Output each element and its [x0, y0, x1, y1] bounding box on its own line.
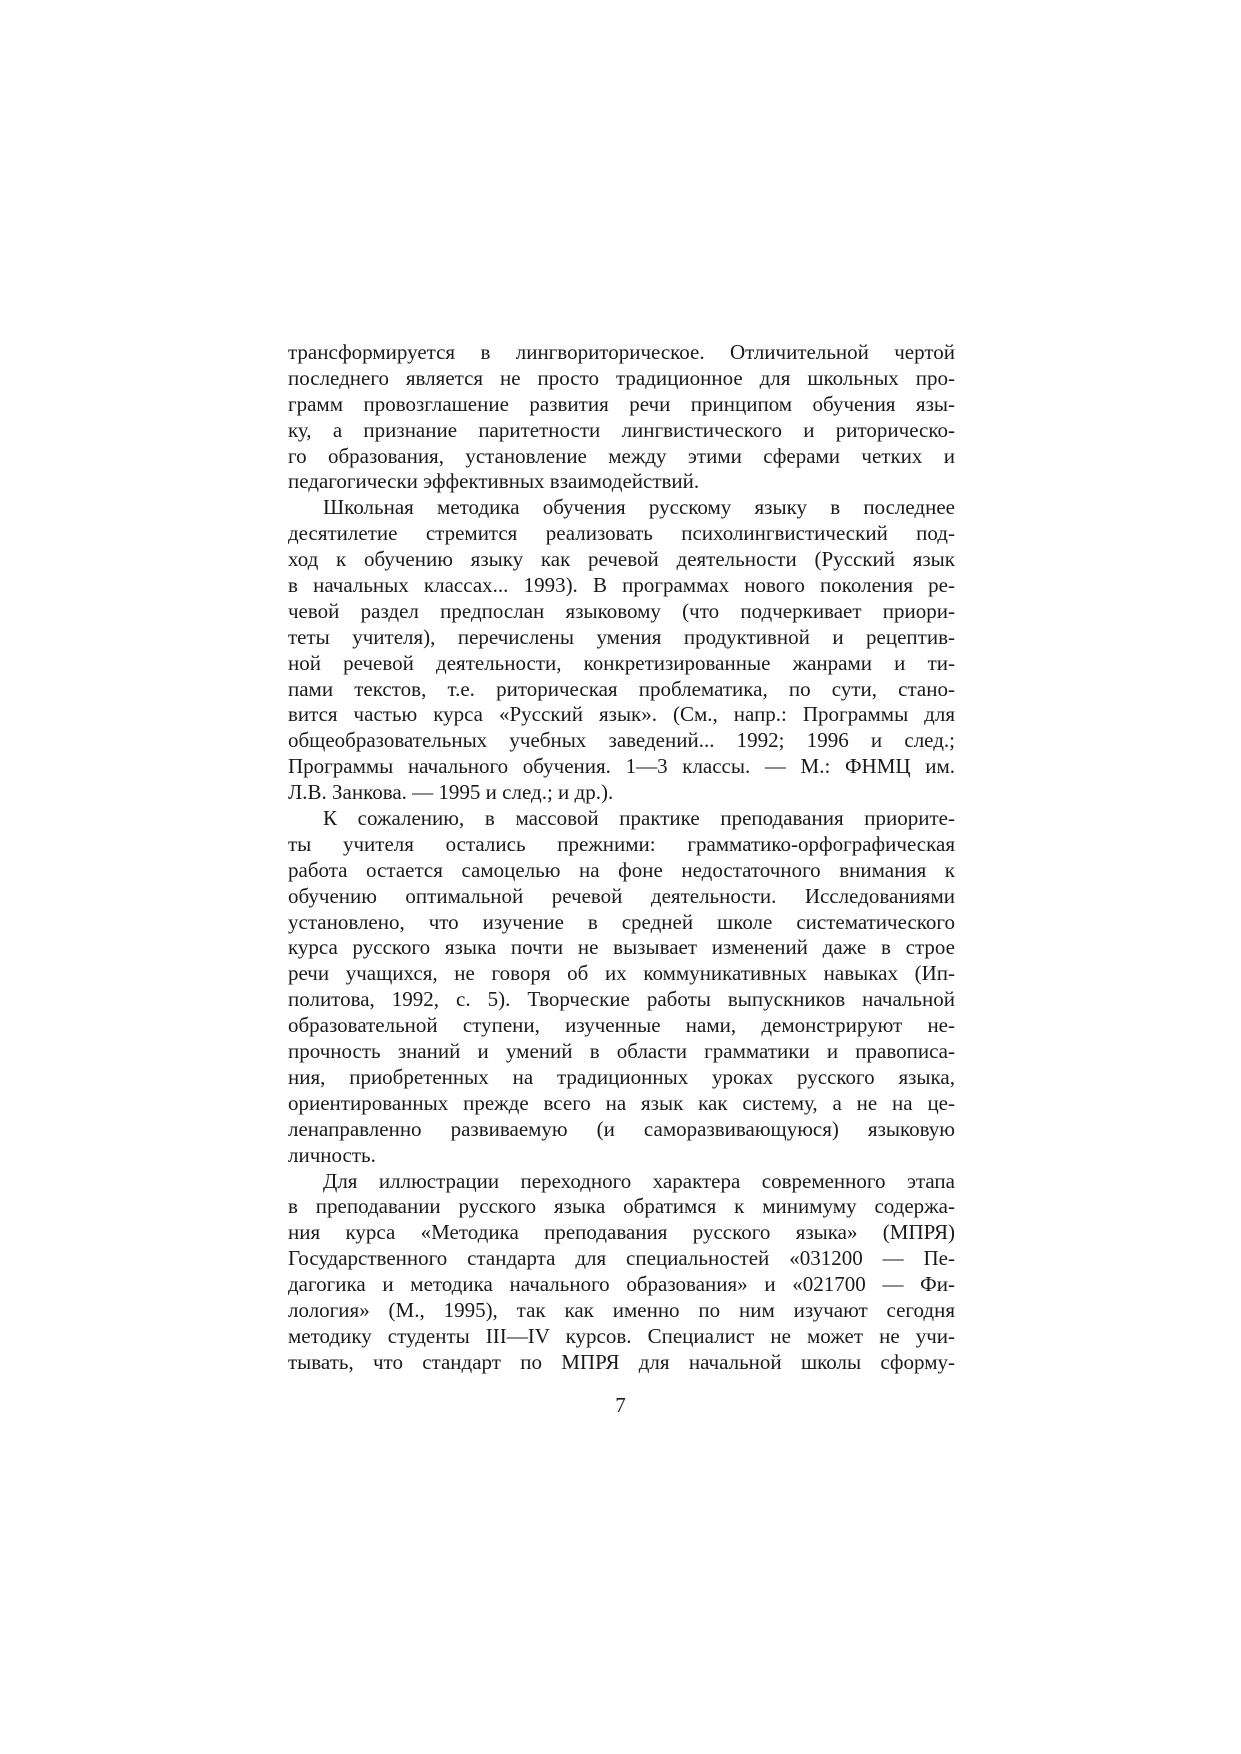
- paragraph-4: [288, 1169, 955, 1376]
- text-line: ленаправленно развиваемую (и саморазвивающуюся) языковую: [288, 1116, 955, 1141]
- text-line: ку, а признание паритетности лингвистического и риторическо-: [288, 417, 955, 442]
- text-line: методику студенты III—IV курсов. Специалист не может не учи-: [288, 1323, 955, 1348]
- text-line: ния курса «Методика преподавания русского языка» (МПРЯ): [288, 1220, 955, 1245]
- text-line: ной речевой деятельности, конкретизированные жанрами и ти-: [288, 650, 955, 675]
- text-line: курса русского языка почти не вызывает изменений даже в строе: [288, 935, 955, 960]
- text-line: дагогика и методика начального образования» и «021700 — Фи-: [288, 1272, 955, 1297]
- text-line: грамм провозглашение развития речи принципом обучения язы-: [288, 391, 955, 416]
- text-line: последнего является не просто традиционное для школьных про-: [288, 365, 955, 390]
- text-line: в начальных классах... 1993). В программах нового поколения ре-: [288, 573, 955, 598]
- page-number: 7: [615, 1393, 626, 1417]
- text-line: обучению оптимальной речевой деятельности. Исследованиями: [288, 883, 955, 908]
- text-line: установлено, что изучение в средней школе систематического: [288, 909, 955, 934]
- body-text: [288, 340, 955, 1376]
- text-line: го образования, установление между этими сферами четких и: [288, 443, 955, 468]
- text-line: Государственного стандарта для специальностей «031200 — Пе-: [288, 1246, 955, 1271]
- text-line: К сожалению, в массовой практике преподавания приорите-: [323, 806, 955, 831]
- text-line: трансформируется в лингвориторическое. Отличительной чертой: [288, 340, 955, 364]
- text-line: пами текстов, т.е. риторическая проблематика, по сути, стано-: [288, 676, 955, 701]
- text-line: в преподавании русского языка обратимся к минимуму содержа-: [288, 1194, 955, 1219]
- text-line: Л.В. Занкова. — 1995 и след.; и др.).: [288, 780, 614, 805]
- text-line: Программы начального обучения. 1—3 классы. — М.: ФНМЦ им.: [288, 754, 955, 779]
- paragraph-3: [288, 806, 955, 1168]
- text-line: образовательной ступени, изученные нами, демонстрируют не-: [288, 1013, 955, 1038]
- text-line: десятилетие стремится реализовать психолингвистический под-: [288, 521, 955, 546]
- text-line: лология» (М., 1995), так как именно по ним изучают сегодня: [288, 1297, 955, 1322]
- paragraph-1: [288, 340, 955, 495]
- text-line: работа остается самоцелью на фоне недостаточного внимания к: [288, 857, 955, 882]
- text-line: ты учителя остались прежними: грамматико-орфографическая: [288, 831, 955, 856]
- paragraph-2: [288, 495, 955, 806]
- text-line: речи учащихся, не говоря об их коммуникативных навыках (Ип-: [288, 961, 955, 986]
- text-line: тывать, что стандарт по МПРЯ для начальной школы сформу-: [288, 1349, 955, 1374]
- text-line: личность.: [288, 1142, 376, 1167]
- text-line: ния, приобретенных на традиционных уроках русского языка,: [288, 1064, 955, 1089]
- text-line: теты учителя), перечислены умения продуктивной и рецептив-: [288, 624, 955, 649]
- text-line: ход к обучению языку как речевой деятельности (Русский язык: [288, 547, 955, 572]
- text-line: вится частью курса «Русский язык». (См., напр.: Программы для: [288, 702, 955, 727]
- text-line: Для иллюстрации переходного характера современного этапа: [323, 1168, 955, 1193]
- text-line: прочность знаний и умений в области грамматики и правописа-: [288, 1039, 955, 1064]
- text-line: педагогически эффективных взаимодействий.: [288, 469, 700, 494]
- text-line: общеобразовательных учебных заведений... 1992; 1996 и след.;: [288, 728, 955, 753]
- text-line: ориентированных прежде всего на язык как систему, а не на це-: [288, 1090, 955, 1115]
- text-line: чевой раздел предпослан языковому (что подчеркивает приори-: [288, 598, 955, 623]
- text-line: Школьная методика обучения русскому языку в последнее: [323, 495, 955, 520]
- text-line: политова, 1992, с. 5). Творческие работы выпускников начальной: [288, 987, 955, 1012]
